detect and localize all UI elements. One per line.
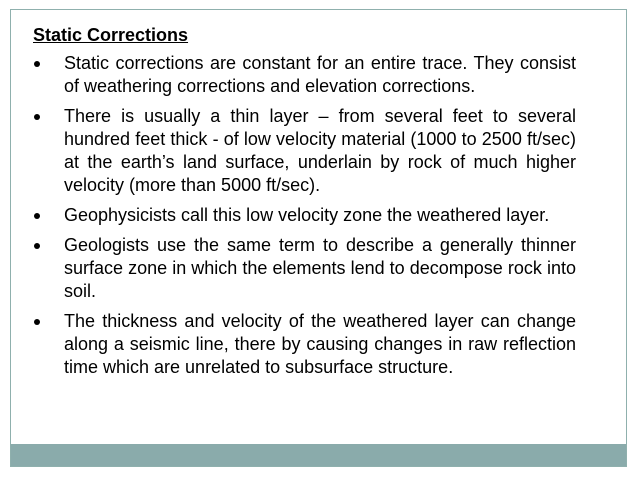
bullet-icon <box>34 213 40 219</box>
footer-band <box>11 444 626 466</box>
bullet-text: There is usually a thin layer – from several feet to several hundred feet thick - of low velocity material (1000 to 2500 ft/sec) at the earth’s land surface, underlain by rock of much higher velocity (more than 5000 ft/sec). <box>64 106 576 195</box>
bullet-text: Geophysicists call this low velocity zone the weathered layer. <box>64 205 550 225</box>
slide-title: Static Corrections <box>33 25 189 45</box>
bullet-text: Geologists use the same term to describe a generally thinner surface zone in which the elements lend to decompose rock into soil. <box>64 235 576 301</box>
slide <box>10 9 627 467</box>
bullet-text: The thickness and velocity of the weathered layer can change along a seismic line, there by causing changes in raw reflection time which are unrelated to subsurface structure. <box>64 311 576 377</box>
bullet-item <box>33 52 576 98</box>
bullet-icon <box>34 61 40 67</box>
bullet-icon <box>34 243 40 249</box>
bullet-list <box>33 52 576 386</box>
bullet-item <box>33 234 576 303</box>
bullet-icon <box>34 114 40 120</box>
bullet-item <box>33 204 576 227</box>
bullet-text: Static corrections are constant for an entire trace. They consist of weathering corrections and elevation corrections. <box>64 53 576 96</box>
bullet-icon <box>34 319 40 325</box>
bullet-item <box>33 310 576 379</box>
bullet-item <box>33 105 576 197</box>
